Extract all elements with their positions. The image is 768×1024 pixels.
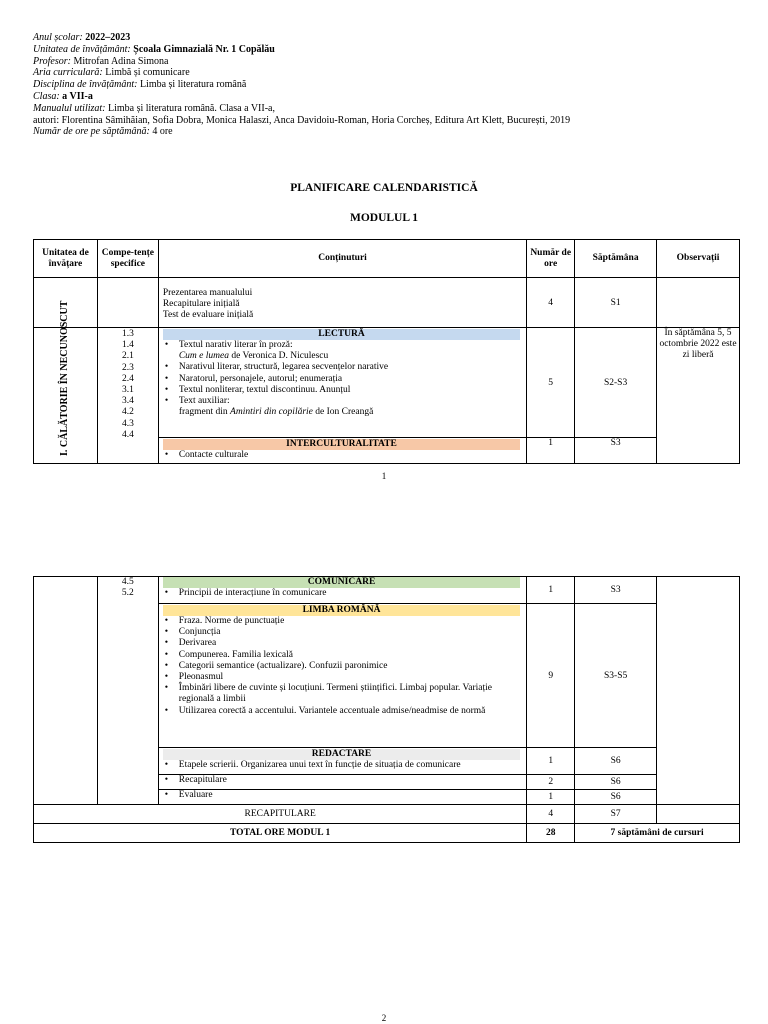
intro-line-2: Recapitulare inițială <box>162 298 240 309</box>
observatie-text: În săptămâna 5, 5 octombrie 2022 este zi liberă <box>659 328 737 361</box>
autori-line: autori: Florentina Sâmihăian, Sofia Dobra, Monica Halaszi, Anca Davidoiu-Roman, Horia Corcheș, Editura Art Klett, București, 2019 <box>33 114 571 126</box>
comunicare-content-cell <box>158 577 526 604</box>
list-item: • Narativul literar, structură, legarea secvențelor narative <box>163 362 522 373</box>
col-header-saptamana: Săptămâna <box>575 240 657 278</box>
lectura-item5-sub <box>163 407 522 418</box>
ore-value: 4 ore <box>152 126 173 138</box>
comunicare-band: COMUNICARE <box>163 577 520 588</box>
eval-item-cell <box>158 790 526 805</box>
profesor-label: Profesor: <box>33 55 71 67</box>
lectura-band: LECTURĂ <box>163 329 520 340</box>
competenta: 1.3 <box>121 329 134 339</box>
redactare-content-cell <box>158 748 526 775</box>
book-author: de Veronica D. Niculescu <box>228 351 329 362</box>
manual-label: Manualul utilizat: <box>33 102 106 114</box>
list-item: • Evaluare <box>163 790 522 801</box>
list-item: • Conjuncția <box>163 627 522 638</box>
aria-label: Aria curriculară: <box>33 67 103 79</box>
recap-item-cell <box>158 775 526 790</box>
lectura-content-cell <box>158 328 526 438</box>
competente-cell-p1 <box>97 328 158 464</box>
disciplina-value: Limba și literatura română <box>139 79 247 91</box>
competenta: 2.1 <box>121 351 134 362</box>
intro-obs-cell <box>657 278 740 328</box>
list-item: • Naratorul, personajele, autorul; enumerația <box>163 374 522 385</box>
list-item: • Textul narativ literar în proză: <box>163 340 522 351</box>
lectura-item1-sub <box>163 351 522 362</box>
list-item: • Pleonasmul <box>163 672 522 683</box>
planning-table-page-1 <box>33 239 740 464</box>
module-title: MODULUL 1 <box>349 212 419 224</box>
table-row-lectura <box>34 328 740 438</box>
limba-list <box>163 616 522 717</box>
unit-name-cell <box>34 300 98 464</box>
aria-value: Limbă și comunicare <box>105 67 190 79</box>
profesor-value: Mitrofan Adina Simona <box>73 55 169 67</box>
page-number-2: 2 <box>381 1013 387 1023</box>
table-row-intro <box>34 278 740 328</box>
intercultural-content-cell <box>158 438 526 464</box>
eval-item-saptamana: S6 <box>575 790 657 805</box>
list-item: • Etapele scrierii. Organizarea unui text în funcție de situația de comunicare <box>163 760 522 771</box>
list-item: • Textul nonliterar, textul discontinuu. Anunțul <box>163 385 522 396</box>
competenta: 4.5 <box>121 577 134 587</box>
recapitulare-saptamana: S7 <box>575 805 657 824</box>
redactare-ore: 1 <box>527 748 575 775</box>
lectura-saptamana: S2-S3 <box>575 328 657 438</box>
unitate-value: Școala Gimnazială Nr. 1 Copălău <box>133 43 275 55</box>
table-row-comunicare <box>34 577 740 604</box>
competenta: 3.1 <box>121 385 134 396</box>
observatie-cell-cont <box>657 577 740 805</box>
list-item: • Compunerea. Familia lexicală <box>163 650 522 661</box>
recapitulare-obs <box>657 805 740 824</box>
intro-saptamana: S1 <box>575 278 657 328</box>
redactare-saptamana: S6 <box>575 748 657 775</box>
col-header-competente: Compe-tențe specifice <box>97 240 158 278</box>
col-header-nr-ore: Număr de ore <box>527 240 575 278</box>
redactare-band: REDACTARE <box>163 749 520 760</box>
fragment-prefix: fragment din <box>178 407 231 418</box>
ore-label: Număr de ore pe săptămână: <box>33 126 150 138</box>
an-label: Anul școlar: <box>33 32 83 43</box>
page-title: PLANIFICARE CALENDARISTICĂ <box>290 182 478 194</box>
comunicare-ore: 1 <box>527 577 575 604</box>
comunicare-saptamana: S3 <box>575 577 657 604</box>
competenta: 2.3 <box>121 362 134 373</box>
intro-line-1: Prezentarea manualului <box>162 287 253 298</box>
intro-content-cell <box>158 278 526 328</box>
book-author: de Ion Creangă <box>312 407 374 418</box>
limba-saptamana: S3-S5 <box>575 604 657 748</box>
intercultural-ore: 1 <box>527 438 575 464</box>
recapitulare-ore: 4 <box>527 805 575 824</box>
total-label: TOTAL ORE MODUL 1 <box>34 824 527 843</box>
intro-ore: 4 <box>527 278 575 328</box>
planning-table-page-2 <box>33 576 740 843</box>
list-item: • Principii de interacțiune în comunicare <box>163 588 522 599</box>
unitate-label: Unitatea de învățământ: <box>33 43 131 55</box>
list-item: • Contacte culturale <box>163 450 522 461</box>
col-header-unitate: Unitatea de învățare <box>34 240 98 278</box>
an-value: 2022–2023 <box>85 32 131 43</box>
interculturalitate-band: INTERCULTURALITATE <box>163 439 520 450</box>
list-item: • Utilizarea corectă a accentului. Variantele accentuale admise/neadmise de normă <box>163 706 522 717</box>
competenta: 3.4 <box>121 396 134 407</box>
page-number-1: 1 <box>381 471 387 481</box>
list-item: • Îmbinări libere de cuvinte și locuțiuni. Termeni științifici. Limbaj popular. Variație regională a limbii <box>163 683 522 705</box>
recap-item-ore: 2 <box>527 775 575 790</box>
eval-item-ore: 1 <box>527 790 575 805</box>
intro-comp-cell <box>97 278 158 328</box>
list-item: • Categorii semantice (actualizare). Confuzii paronimice <box>163 661 522 672</box>
col-header-continuturi: Conținuturi <box>158 240 526 278</box>
clasa-value: a VII-a <box>62 90 93 102</box>
total-saptamani: 7 săptămâni de cursuri <box>575 824 740 843</box>
list-item: • Derivarea <box>163 638 522 649</box>
intro-line-3: Test de evaluare inițială <box>162 310 254 321</box>
competenta: 4.3 <box>121 418 134 429</box>
book-title: Amintiri din copilărie <box>230 407 313 418</box>
competenta: 2.4 <box>121 373 134 384</box>
list-item: • Fraza. Norme de punctuație <box>163 616 522 627</box>
competenta: 4.2 <box>121 407 134 418</box>
lectura-list <box>163 340 522 418</box>
document-header <box>33 32 570 138</box>
competenta: 4.4 <box>121 429 134 440</box>
disciplina-label: Disciplina de învățământ: <box>33 79 138 91</box>
col-header-observatii: Observații <box>657 240 740 278</box>
limba-ore: 9 <box>527 604 575 748</box>
observatie-cell <box>657 328 740 464</box>
clasa-label: Clasa: <box>33 90 60 102</box>
list-item: • Text auxiliar: <box>163 396 522 407</box>
total-ore: 28 <box>527 824 575 843</box>
limba-romana-band: LIMBA ROMÂNĂ <box>163 605 520 616</box>
table-row-total <box>34 824 740 843</box>
recap-item-saptamana: S6 <box>575 775 657 790</box>
recapitulare-label: RECAPITULARE <box>34 805 527 824</box>
limba-content-cell <box>158 604 526 748</box>
competente-cell-p2 <box>97 577 158 805</box>
book-title: Cum e lumea <box>178 351 229 362</box>
unit-name: I. CĂLĂTORIE ÎN NECUNOSCUT <box>59 300 71 456</box>
intercultural-saptamana: S3 <box>575 438 657 464</box>
competenta: 5.2 <box>121 588 134 599</box>
manual-value: Limba și literatura română. Clasa a VII-a, <box>108 102 275 114</box>
unit-name-cell-cont <box>34 577 98 805</box>
table-row-recapitulare <box>34 805 740 824</box>
list-item: • Recapitulare <box>163 775 522 786</box>
lectura-ore: 5 <box>527 328 575 438</box>
competenta: 1.4 <box>121 340 134 351</box>
